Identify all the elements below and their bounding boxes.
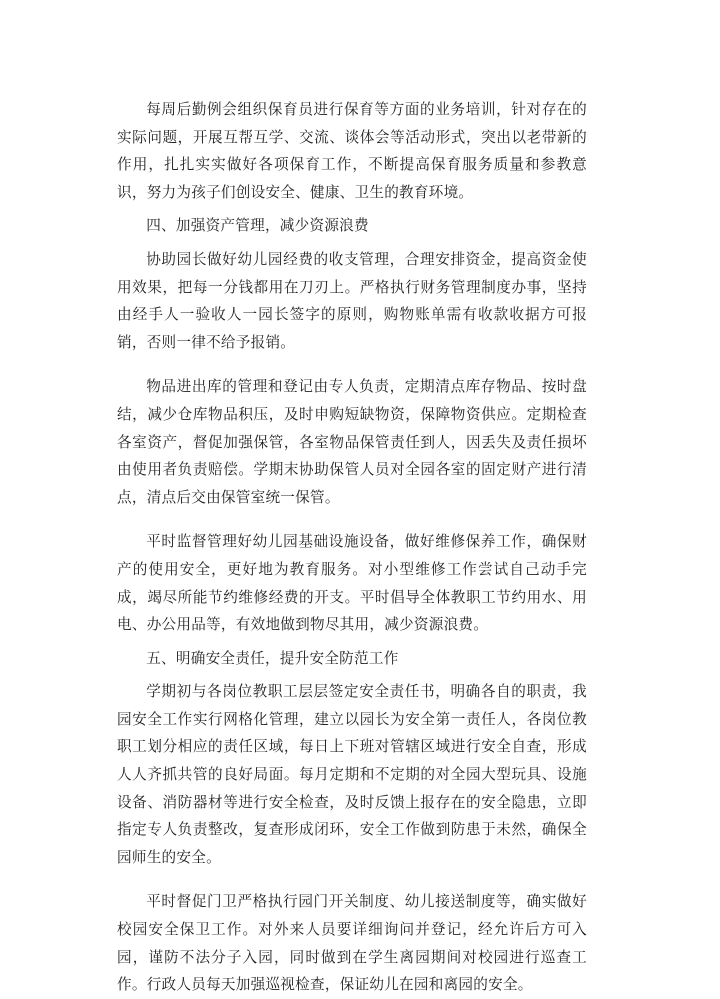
paragraph-gate-security: 平时督促门卫严格执行园门开关制度、幼儿接送制度等，确实做好校园安全保卫工作。对外来人员要详细询问并登记，经允许后方可入园，谨防不法分子入园，同时做到在学生离园期间对校园进行巡查工作。行政人员每天加强巡视检查，保证幼儿在园和离园的安全。: [117, 893, 587, 994]
paragraph-inventory-management: 物品进出库的管理和登记由专人负责，定期清点库存物品、按时盘结，减少仓库物品积压，及时申购短缺物资，保障物资供应。定期检查各室资产，督促加强保管，各室物品保管责任到人，因丢失及责任损坏由使用者负责赔偿。学期末协助保管人员对全园各室的固定财产进行清点，清点后交由保管室统一保管。: [117, 378, 587, 506]
document-body: [117, 96, 587, 999]
paragraph-safety-responsibility: 学期初与各岗位教职工层层签定安全责任书，明确各自的职责，我园安全工作实行网格化管理，建立以园长为安全第一责任人，各岗位教职工划分相应的责任区域，每日上下班对管辖区域进行安全自查，形成人人齐抓共管的良好局面。每月定期和不定期的对全园大型玩具、设施设备、消防器材等进行安全检查，及时反馈上报存在的安全隐患，立即指定专人负责整改，复查形成闭环，安全工作做到防患于未然，确保全园师生的安全。: [117, 683, 587, 866]
paragraph-facility-maintenance: 平时监督管理好幼儿园基础设施设备，做好维修保养工作，确保财产的使用安全，更好地为教育服务。对小型维修工作尝试自己动手完成，竭尽所能节约维修经费的开支。平时倡导全体教职工节约用水、用电、办公用品等，有效地做到物尽其用，减少资源浪费。: [117, 533, 587, 634]
paragraph-staff-training: 每周后勤例会组织保育员进行保育等方面的业务培训，针对存在的实际问题，开展互帮互学、交流、谈体会等活动形式，突出以老带新的作用，扎扎实实做好各项保育工作，不断提高保育服务质量和参教意识，努力为孩子们创设安全、健康、卫生的教育环境。: [117, 101, 587, 201]
section-heading-safety-responsibility: 五、明确安全责任，提升安全防范工作: [146, 649, 399, 667]
paragraph-budget-management: 协助园长做好幼儿园经费的收支管理，合理安排资金，提高资金使用效果，把每一分钱都用在刀刃上。严格执行财务管理制度办事，坚持由经手人一验收人一园长签字的原则，购物账单需有收款收据方可报销，否则一律不给予报销。: [117, 250, 587, 351]
section-heading-asset-management: 四、加强资产管理，减少资源浪费: [146, 217, 369, 235]
